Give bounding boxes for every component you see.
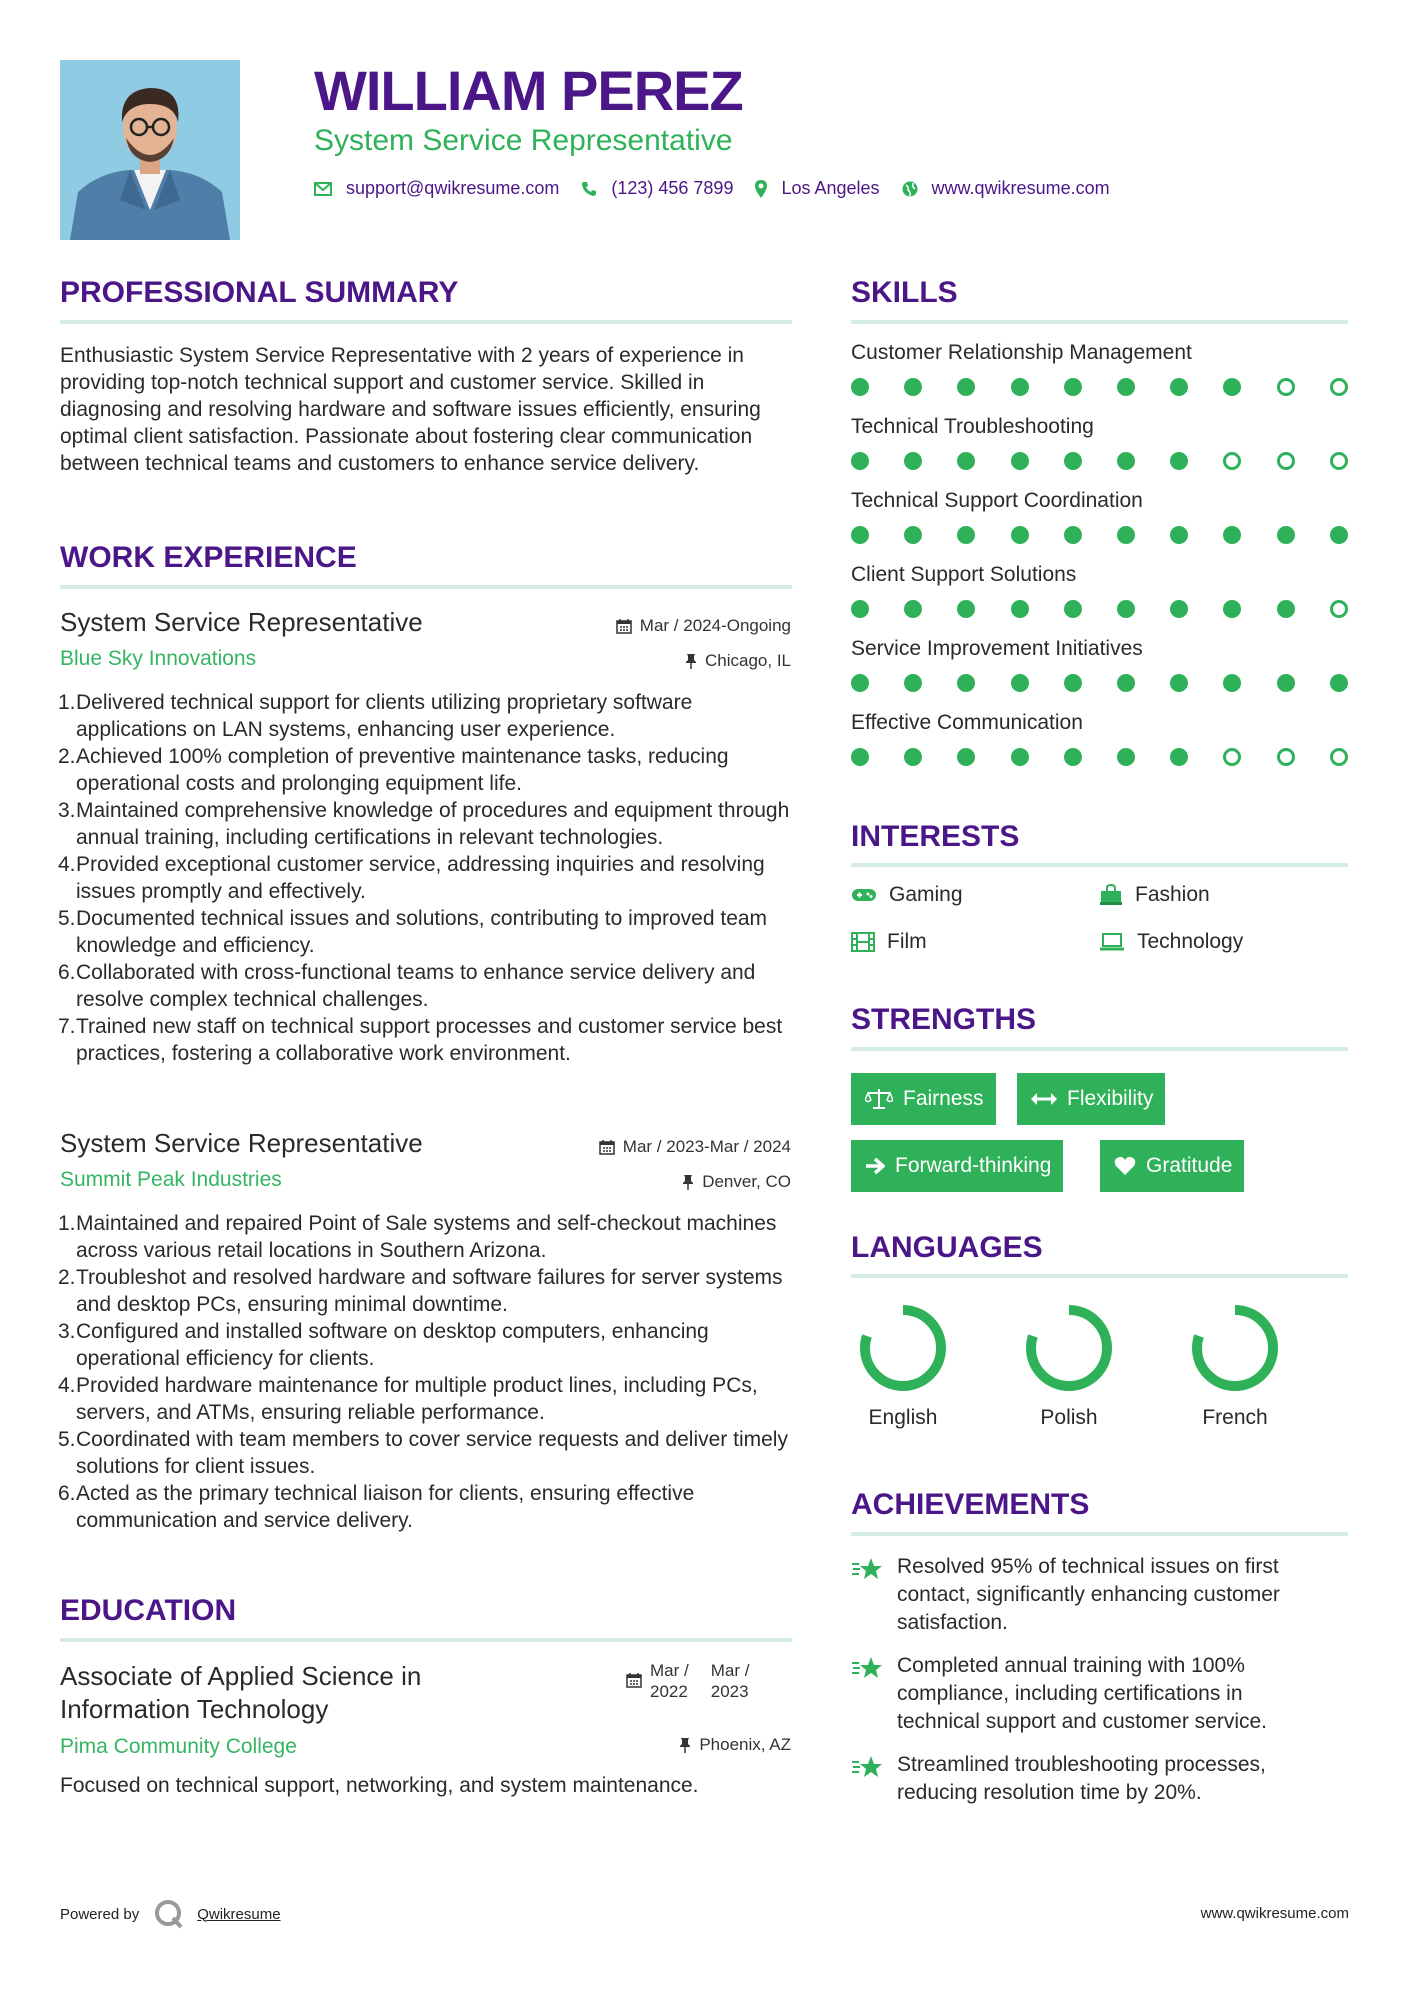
skill-item [851,637,1351,661]
skill-rating [851,526,1346,546]
achievement-text: Streamlined troubleshooting processes, reducing resolution time by 20%. [897,1753,1266,1804]
interests-heading: INTERESTS [851,820,1020,853]
responsibility-text: Collaborated with cross-functional teams to enhance service delivery and resolve complex technical challenges. [76,961,756,1011]
interest-film [851,930,927,954]
rating-dot-filled [1170,452,1188,470]
rating-dot-filled [1064,748,1082,766]
language-proficiency-ring [1023,1302,1115,1394]
award-star-icon [851,1555,885,1583]
skill-rating [851,748,1346,768]
powered-by-text: Powered by [60,1905,140,1923]
responsibility-text: Provided exceptional customer service, addressing inquiries and resolving issues promptly and effectively. [76,853,765,903]
responsibility-number: 3. [58,799,76,822]
responsibility-number: 5. [58,1428,76,1451]
language-proficiency-arc [865,1310,941,1386]
interests-divider [851,863,1348,867]
footer-url[interactable]: www.qwikresume.com [1200,1905,1349,1922]
website-text: www.qwikresume.com [931,178,1110,198]
achievements-heading: ACHIEVEMENTS [851,1488,1090,1521]
responsibility-number: 4. [58,1374,76,1397]
job-1-dates-text: Mar / 2024-Ongoing [639,616,791,635]
film-icon [851,932,875,952]
calendar-icon [616,618,632,634]
laptop-icon [1099,933,1125,951]
skill-name: Service Improvement Initiatives [851,637,1143,660]
skill-item [851,563,1351,587]
responsibility-text: Maintained comprehensive knowledge of procedures and equipment through annual training, including certifications in relevant technologies. [76,799,790,849]
job-2-title: System Service Representative [60,1128,423,1158]
interest-gaming [851,883,963,907]
strength-forward-thinking [851,1140,1063,1192]
job-1-title: System Service Representative [60,607,423,637]
strengths-heading: STRENGTHS [851,1003,1037,1036]
responsibility-item [58,797,798,851]
education-end-year: 2023 [710,1682,749,1701]
phone-text: (123) 456 7899 [611,178,734,198]
interest-gaming-label: Gaming [889,883,963,906]
rating-dot-filled [957,600,975,618]
rating-dot-filled [1277,526,1295,544]
globe-icon [902,181,918,197]
strength-fairness-label: Fairness [903,1087,984,1110]
responsibility-item [58,1372,798,1426]
job-2-location-text: Denver, CO [702,1172,791,1191]
job-1-location-text: Chicago, IL [705,651,791,670]
responsibility-text: Achieved 100% completion of preventive maintenance tasks, reducing operational costs and prolonging equipment life. [76,745,729,795]
achievement-item [851,1751,1331,1807]
strength-fairness [851,1073,996,1125]
job-1-responsibilities [58,689,798,1067]
rating-dot-filled [1064,452,1082,470]
rating-dot-filled [957,526,975,544]
gamepad-icon [851,887,877,903]
rating-dot-filled [851,378,869,396]
interest-technology-label: Technology [1137,930,1244,953]
phone-icon [581,181,597,197]
skill-item [851,711,1351,735]
job-2-location [682,1172,791,1192]
interest-technology [1099,930,1243,954]
responsibility-text: Documented technical issues and solutions, contributing to improved team knowledge and efficiency. [76,907,768,957]
calendar-icon [626,1672,642,1688]
job-2-dates-text: Mar / 2023-Mar / 2024 [622,1137,791,1156]
rating-dot-empty [1277,748,1295,766]
qwikresume-link[interactable]: Qwikresume [197,1905,281,1923]
responsibility-text: Trained new staff on technical support processes and customer service best practices, fostering a collaborative work environment. [76,1015,783,1065]
candidate-name: WILLIAM PEREZ [314,59,743,122]
job-1-dates [616,616,791,636]
education-degree: Associate of Applied Science in Information Technology [60,1661,422,1724]
language-name: English [868,1406,938,1429]
calendar-icon [599,1139,615,1155]
education-start-year: 2022 [650,1682,688,1701]
strength-forward-thinking-label: Forward-thinking [895,1154,1052,1177]
pushpin-icon [679,1737,691,1753]
job-2-responsibilities [58,1210,798,1534]
responsibility-text: Coordinated with team members to cover service requests and deliver timely solutions for client issues. [76,1428,788,1478]
contact-phone[interactable] [581,178,733,199]
rating-dot-filled [1117,452,1135,470]
rating-dot-filled [1170,748,1188,766]
responsibility-text: Acted as the primary technical liaison for clients, ensuring effective communication and service delivery. [76,1482,695,1532]
responsibility-number: 6. [58,1482,76,1505]
responsibility-item [58,1264,798,1318]
skill-rating [851,452,1346,472]
rating-dot-filled [1011,748,1029,766]
job-1-location [685,651,791,671]
summary-divider [60,320,792,324]
rating-dot-filled [957,674,975,692]
education-divider [60,1638,792,1642]
heart-icon [1114,1156,1136,1176]
rating-dot-filled [851,600,869,618]
rating-dot-filled [957,378,975,396]
rating-dot-filled [904,526,922,544]
language-name: French [1202,1406,1268,1429]
award-star-icon [851,1654,885,1682]
skill-item [851,341,1351,365]
envelope-icon [314,182,332,196]
rating-dot-filled [1064,378,1082,396]
responsibility-text: Configured and installed software on desktop computers, enhancing operational efficiency for clients. [76,1320,709,1370]
education-end [711,1660,750,1702]
profile-photo [60,60,240,240]
skill-name: Technical Troubleshooting [851,415,1094,438]
responsibility-item [58,689,798,743]
contact-website[interactable] [902,178,1110,199]
rating-dot-filled [1170,526,1188,544]
pushpin-icon [685,653,697,669]
rating-dot-filled [1064,674,1082,692]
qwikresume-logo-icon [153,1898,185,1930]
rating-dot-filled [1011,378,1029,396]
language-proficiency-arc [1197,1310,1273,1386]
skill-name: Effective Communication [851,711,1083,734]
experience-divider [60,585,792,589]
rating-dot-filled [1170,674,1188,692]
skills-heading: SKILLS [851,276,958,309]
award-star-icon [851,1753,885,1781]
responsibility-number: 4. [58,853,76,876]
education-school: Pima Community College [60,1735,297,1758]
language-item [1175,1302,1295,1430]
education-start-month: Mar / [650,1661,689,1680]
responsibility-item [58,743,798,797]
responsibility-item [58,851,798,905]
rating-dot-filled [957,748,975,766]
responsibility-number: 1. [58,691,76,714]
rating-dot-filled [1011,452,1029,470]
contact-location [755,178,879,199]
rating-dot-filled [1223,674,1241,692]
email-text: support@qwikresume.com [346,178,560,198]
rating-dot-filled [1064,526,1082,544]
languages-heading: LANGUAGES [851,1231,1043,1264]
skill-name: Customer Relationship Management [851,341,1192,364]
bag-icon [1099,884,1123,906]
rating-dot-empty [1330,378,1348,396]
rating-dot-filled [904,378,922,396]
strength-gratitude-label: Gratitude [1146,1154,1233,1177]
candidate-title: System Service Representative [314,124,733,157]
skill-rating [851,674,1346,694]
rating-dot-filled [1170,600,1188,618]
job-2-dates [599,1137,791,1157]
rating-dot-empty [1330,748,1348,766]
achievements-divider [851,1532,1348,1536]
skill-item [851,489,1351,513]
responsibility-item [58,905,798,959]
rating-dot-filled [904,600,922,618]
rating-dot-filled [1117,600,1135,618]
arrows-horizontal-icon [1031,1092,1057,1106]
rating-dot-filled [1223,378,1241,396]
education-location [679,1735,791,1755]
language-proficiency-arc [1031,1310,1107,1386]
rating-dot-empty [1223,748,1241,766]
contact-bar [314,178,1132,199]
achievement-text: Completed annual training with 100% compliance, including certifications in technical support and customer service. [897,1654,1268,1733]
languages-divider [851,1274,1348,1278]
responsibility-text: Maintained and repaired Point of Sale systems and self-checkout machines across various retail locations in Southern Arizona. [76,1212,777,1262]
responsibility-number: 7. [58,1015,76,1038]
rating-dot-empty [1223,452,1241,470]
responsibility-number: 1. [58,1212,76,1235]
rating-dot-filled [1064,600,1082,618]
achievement-item [851,1652,1331,1736]
rating-dot-filled [904,748,922,766]
responsibility-number: 3. [58,1320,76,1343]
strengths-divider [851,1047,1348,1051]
arrow-right-icon [865,1157,885,1175]
strength-flexibility [1017,1073,1165,1125]
rating-dot-filled [851,526,869,544]
responsibility-item [58,1013,798,1067]
education-start [650,1660,689,1702]
responsibility-item [58,959,798,1013]
rating-dot-filled [851,452,869,470]
education-location-text: Phoenix, AZ [699,1735,791,1754]
education-heading: EDUCATION [60,1594,237,1627]
experience-heading: WORK EXPERIENCE [60,541,357,574]
summary-text: Enthusiastic System Service Representative with 2 years of experience in providing top-notch technical support and customer service. Skilled in diagnosing and resolving hardware and software issues efficiently, ensuring optimal client satisfaction. Passionate about fostering clear communication between technical teams and customers to enhance service delivery. [60,344,761,475]
rating-dot-filled [1011,600,1029,618]
balance-scale-icon [865,1088,893,1110]
rating-dot-filled [904,452,922,470]
education-dates [626,1660,749,1702]
rating-dot-filled [957,452,975,470]
responsibility-item [58,1210,798,1264]
responsibility-item [58,1480,798,1534]
rating-dot-filled [904,674,922,692]
summary-heading: PROFESSIONAL SUMMARY [60,276,459,309]
interest-fashion-label: Fashion [1135,883,1210,906]
rating-dot-filled [1011,526,1029,544]
responsibility-text: Troubleshot and resolved hardware and software failures for server systems and desktop PCs, ensuring minimal downtime. [76,1266,783,1316]
footer-branding [60,1898,281,1930]
rating-dot-empty [1277,378,1295,396]
language-proficiency-ring [1189,1302,1281,1394]
skill-name: Technical Support Coordination [851,489,1143,512]
education-end-month: Mar / [710,1661,750,1680]
responsibility-number: 6. [58,961,76,984]
rating-dot-empty [1330,452,1348,470]
rating-dot-filled [1277,600,1295,618]
responsibility-number: 5. [58,907,76,930]
rating-dot-filled [1223,526,1241,544]
rating-dot-filled [1117,674,1135,692]
achievement-text: Resolved 95% of technical issues on first contact, significantly enhancing customer satisfaction. [897,1555,1280,1634]
responsibility-item [58,1318,798,1372]
rating-dot-filled [1117,748,1135,766]
rating-dot-empty [1330,600,1348,618]
rating-dot-filled [1277,674,1295,692]
rating-dot-filled [1330,674,1348,692]
skills-divider [851,320,1348,324]
rating-dot-filled [1011,674,1029,692]
education-description: Focused on technical support, networking, and system maintenance. [60,1774,699,1797]
responsibility-text: Delivered technical support for clients utilizing proprietary software applications on LAN systems, enhancing user experience. [76,691,693,741]
responsibility-item [58,1426,798,1480]
skill-name: Client Support Solutions [851,563,1077,586]
rating-dot-filled [1117,378,1135,396]
job-2-company: Summit Peak Industries [60,1168,282,1191]
achievement-item [851,1553,1331,1637]
rating-dot-filled [1170,378,1188,396]
language-proficiency-ring [857,1302,949,1394]
location-text: Los Angeles [781,178,880,198]
job-1-company: Blue Sky Innovations [60,647,257,670]
pushpin-icon [682,1174,694,1190]
responsibility-text: Provided hardware maintenance for multiple product lines, including PCs, servers, and ATMs, ensuring reliable performance. [76,1374,758,1424]
language-item [1009,1302,1129,1430]
rating-dot-filled [1330,526,1348,544]
skill-rating [851,600,1346,620]
rating-dot-empty [1277,452,1295,470]
rating-dot-filled [1223,600,1241,618]
skill-item [851,415,1351,439]
strength-gratitude [1100,1140,1244,1192]
language-item [843,1302,963,1430]
interest-fashion [1099,883,1210,907]
language-name: Polish [1040,1406,1098,1429]
strength-flexibility-label: Flexibility [1067,1087,1154,1110]
rating-dot-filled [851,674,869,692]
interest-film-label: Film [887,930,927,953]
contact-email[interactable] [314,178,559,199]
responsibility-number: 2. [58,745,76,768]
rating-dot-filled [851,748,869,766]
responsibility-number: 2. [58,1266,76,1289]
map-pin-icon [755,180,767,198]
skill-rating [851,378,1346,398]
rating-dot-filled [1117,526,1135,544]
